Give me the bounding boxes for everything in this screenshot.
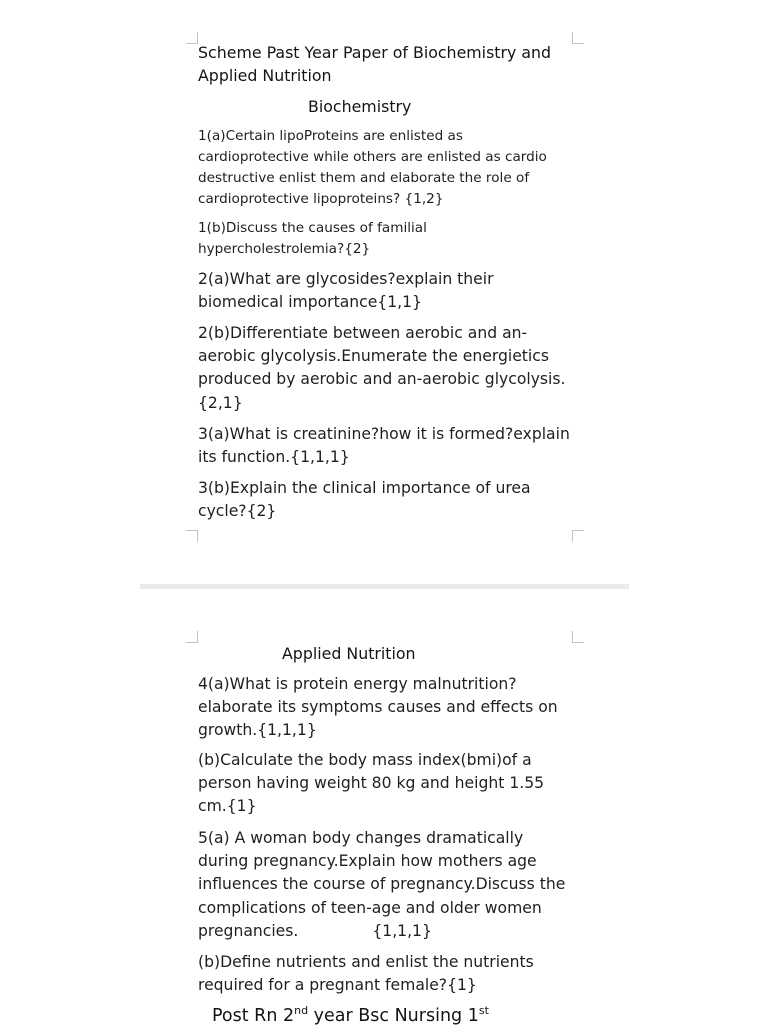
question-3a: 3(a)What is creatinine?how it is formed?explain its function.{1,1,1} (198, 425, 570, 467)
question-5a: 5(a) A woman body changes dramatically during pregnancy.Explain how mothers age influences the course of pregnancy.Discuss the complications of teen-age and older women pregnancies. {1,1,1} (198, 829, 566, 940)
section-heading-biochemistry: Biochemistry (308, 97, 412, 116)
crop-mark-bottom-right (572, 530, 584, 542)
question-1a: 1(a)Certain lipoProteins are enlisted as cardioprotective while others are enlisted as cardio destructive enlist them and elaborate the role of cardioprotective lipoproteins? {1,2} (198, 128, 547, 207)
section-heading-applied-nutrition: Applied Nutrition (282, 644, 416, 663)
question-5b: (b)Define nutrients and enlist the nutrients required for a pregnant female?{1} (198, 953, 534, 995)
crop-mark-top-left (186, 32, 198, 44)
document-title: Scheme Past Year Paper of Biochemistry and Applied Nutrition (198, 43, 552, 85)
crop-mark-top-right (572, 631, 584, 643)
question-4a: 4(a)What is protein energy malnutrition?elaborate its symptoms causes and effects on growth.{1,1,1} (198, 675, 558, 740)
question-3b: 3(b)Explain the clinical importance of urea cycle?{2} (198, 479, 531, 521)
footer-course-line: Post Rn 2nd year Bsc Nursing 1st (212, 1004, 489, 1026)
crop-mark-bottom-left (186, 530, 198, 542)
question-2b: 2(b)Differentiate between aerobic and an-aerobic glycolysis.Enumerate the energietics produced by aerobic and an-aerobic glycolysis.{2,1} (198, 324, 566, 412)
question-5a-marks: {1,1,1} (372, 921, 432, 940)
question-1b: 1(b)Discuss the causes of familial hypercholestrolemia?{2} (198, 220, 427, 257)
question-2a: 2(a)What are glycosides?explain their biomedical importance{1,1} (198, 270, 494, 312)
question-4b: (b)Calculate the body mass index(bmi)of a person having weight 80 kg and height 1.55 cm.{1} (198, 751, 545, 816)
crop-mark-top-left (186, 631, 198, 643)
page-separator (140, 584, 629, 589)
